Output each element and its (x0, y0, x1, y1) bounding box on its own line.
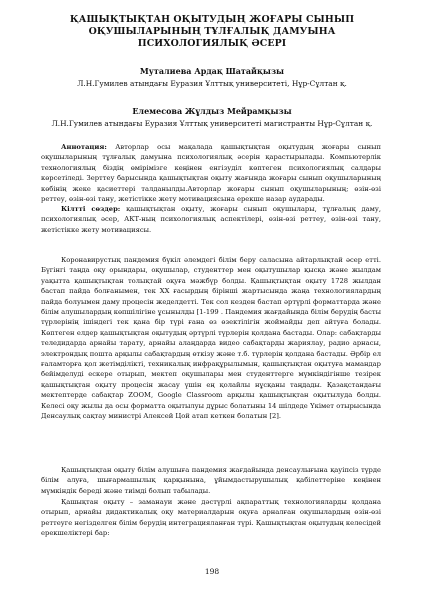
page-number: 198 (204, 567, 220, 576)
keywords-label: Кілтті сөздер: (61, 205, 121, 213)
annotation-text: Авторлар осы мақалада қашықтықтан оқытудың жоғары сынып оқушыларының тұлғалық дамуына психологиялық әсерін қарастырылады. Компьютерлік технологиялың біздің өмірімізге кеңінен енгізуділ көптеген психологиялық салдары көрсетіледі. Зерттеу барысында қашықтықтан оқыту жағында жоғары сынып оқушыларының көбінің жеке қасиеттері талданылды.Авторлар жоғары сынып оқушыларының; өзін-өзі реттеу, өзін-өзі тану, жетістікке жету мотивациясына ерекше назар аударады. (41, 143, 382, 204)
annotation-paragraph (41, 142, 381, 204)
author-1-name: Муталиева Ардақ Шатайқызы (139, 66, 285, 76)
author-2-affiliation: Л.Н.Гумилев атындағы Еуразия Ұлттық университеті магистранты Нұр-Сұлтан қ. (51, 119, 373, 128)
author-2-name: Елемесова Жұлдыз Мейрамқызы (132, 106, 292, 116)
body-paragraph-1: Коронавирустық пандемия бүкіл әлемдегі білім беру саласына айтарлықтай әсер етті. Бүгінгі таңда оқу орындары, оқушылар, студенттер мен оқытушылар қысқа және жылдам уақытта қашықтықтан толықтай оқуға мәжбүр болды. Қашықтықтан оқыту 1728 жылдан бастап пайда болғанымен, тек ХХ ғасырдың бірінші жартысында жаңа технологиялардың пайда болуымен даму процесін жеделдетті. Тек сол кезден бастап әртүрлі форматтарда және білім алушылардың көпшілігіне ұсынылды [1-199 . Пандемия жағдайында білім берудің басты түрлерінің ішіндегі тек қана бір түрі ғана өз өзектілігін жоймайды деп айтуға болады. Көптеген елдер қашықтықтан оқытудың әртүрлі түрлерін қолдана бастады. Олар: сабақтарды теледидарда арнайы тарату, арнайы алаңдарда видео сабақтарды жариялау, радио арнасы, электрондық пошта арқылы сабақтардың өткізу және т.б. түрлерін қолдана бастады. Әрбір ел ғаламторға қол жетімділікті, техникалық инфрақұрылымын, қашықтықтан оқытуға мамандар бейімделуді ескере отырып, мектеп оқушылары мен студенттерге мүмкіндігінше тезірек қашықтықтан оқыту процесін жасау үшін ең қолайлы нұсқаны таңдады. Қазақстандағы мектептерде сабақтар ZOOM, Google Classroom арқылы қашықтықтан оқытылуда болды. Келесі оқу жылы да осы форматта оқытылуы дұрыс болатыны 14 шілдеде Үкімет отырысында Денсаулық сақтау министрі Алексей Цой атап кеткен болатын [2]. (41, 256, 381, 421)
author-1-affiliation: Л.Н.Гумилев атындағы Еуразия Ұлттық университеті, Нұр-Сұлтан қ. (77, 79, 347, 88)
annotation-label: Аннотация: (61, 143, 107, 151)
keywords-text: қашықтықтан оқыту, жоғары сынып оқушылары, тұлғалық даму, психологиялық әсер, АКТ-ның психологиялық аспектілері, өзін-өзі реттеу, өзін-өзі тану, жетістікке жету мотивациясы. (41, 205, 381, 234)
keywords-paragraph (41, 204, 381, 235)
paper-title: ҚАШЫҚТЫҚТАН ОҚЫТУДЫҢ ЖОҒАРЫ СЫНЫП ОҚУШЫЛАРЫНЫҢ ТҰЛҒАЛЫҚ ДАМУЫНА ПСИХОЛОГИЯЛЫҚ ӘСЕРІ (69, 14, 355, 49)
body-paragraph-3: Қашықтан оқыту – заманауи және дәстүрлі ақпараттық технологияларды қолдана отырып, арнайы дидактикалық оқу материалдарын оқуға арналған оқушылардың өзін-өзі реттеуге негізделген білім берудің интеграцияланған түрі. Қашықтықтан оқытудың келесідей ерекшеліктері бар: (41, 498, 381, 538)
body-paragraph-2: Қашықтықтан оқыту білім алушыға пандемия жағдайында денсаулығына қауіпсіз түрде білім алуға, шығармашылық қарқынына, ұйымдастырушылық қабілеттеріне кеңінен мүмкіндік береді және тиімді болып табылады. (41, 466, 381, 495)
